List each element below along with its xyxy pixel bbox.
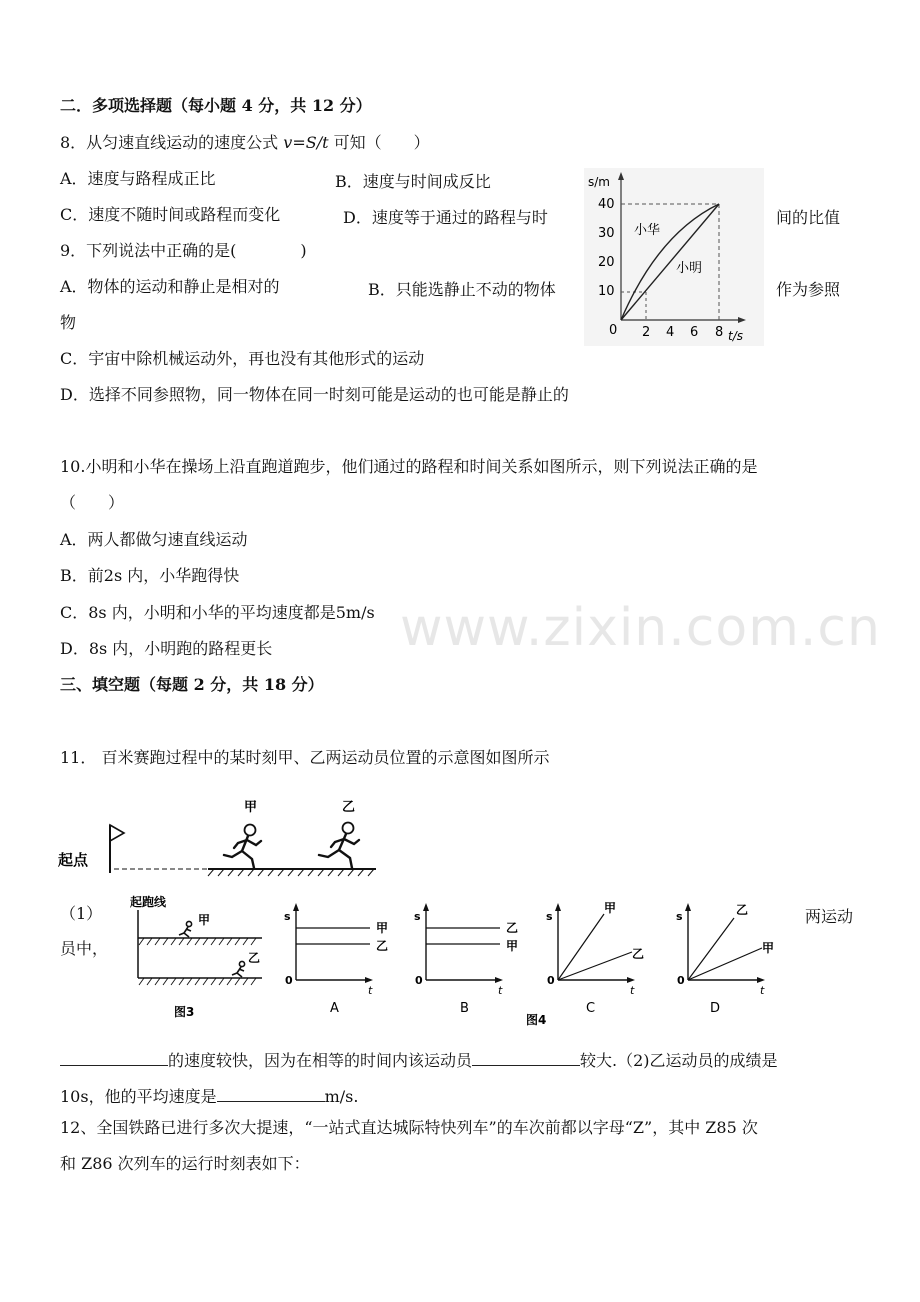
line-label: 乙 — [506, 921, 519, 935]
axis-s: s — [676, 910, 683, 923]
race-figure — [58, 795, 378, 877]
y-tick: 30 — [598, 226, 615, 241]
axis-s: s — [414, 910, 421, 923]
axis-s: s — [546, 910, 553, 923]
q10-option-a: A．两人都做匀速直线运动 — [60, 530, 248, 549]
q9-stem: 9．下列说法中正确的是( ) — [60, 241, 307, 260]
q8-option-c: C．速度不随时间或路程而变化 — [60, 205, 281, 224]
q10-paren: （ ） — [60, 493, 125, 512]
q10-option-d: D．8s 内，小明跑的路程更长 — [60, 639, 273, 658]
graph-option-d — [676, 903, 774, 1016]
x-tick: 8 — [715, 325, 724, 340]
watermark: www.zixin.com.cn — [400, 598, 881, 658]
distance-time-graph — [584, 168, 764, 346]
x-tick: 6 — [690, 325, 699, 340]
figure-4-graphs — [282, 900, 782, 1030]
q9-option-c: C．宇宙中除机械运动外，再也没有其他形式的运动 — [60, 349, 425, 368]
y-tick: 20 — [598, 255, 615, 270]
runner-jia-small-icon — [179, 921, 192, 937]
q11-stem: 11． 百米赛跑过程中的某时刻甲、乙两运动员位置的示意图如图所示 — [60, 748, 550, 767]
q9-option-b: B．只能选静止不动的物体 — [368, 280, 556, 299]
runner-yi-small-icon — [232, 961, 245, 977]
line-label: 甲 — [376, 921, 389, 935]
option-letter: A — [330, 1001, 339, 1016]
answer-blank-3[interactable] — [217, 1085, 325, 1102]
q8-option-d: D．速度等于通过的路程与时 — [343, 208, 548, 227]
q8-option-d-continued: 间的比值 — [776, 208, 841, 227]
axis-t: t — [630, 984, 635, 997]
q8-option-a: A．速度与路程成正比 — [60, 169, 216, 188]
y-tick: 10 — [598, 284, 615, 299]
start-line-label: 起跑线 — [130, 895, 167, 909]
q10-option-c: C．8s 内，小明和小华的平均速度都是5m/s — [60, 603, 375, 622]
q9-option-b-continued: 作为参照 — [776, 280, 841, 299]
q11-part1-label: （1） — [60, 904, 103, 923]
y-tick: 40 — [598, 197, 615, 212]
x-tick: 0 — [609, 323, 618, 338]
runner-yi-label: 乙 — [342, 800, 356, 815]
axis-origin: 0 — [285, 974, 293, 987]
axis-t: t — [368, 984, 373, 997]
axis-t: t — [760, 984, 765, 997]
graph-option-b — [414, 903, 518, 1016]
section2-title: 二．多项选择题（每小题 4 分，共 12 分） — [60, 96, 372, 115]
q11-part2-answer-line: 10s，他的平均速度是 m/s. — [60, 1087, 359, 1106]
axis-origin: 0 — [547, 974, 555, 987]
answer-blank-2[interactable] — [472, 1049, 580, 1066]
q11-part1-answer-line: 的速度较快，因为在相等的时间内该运动员 较大.（2)乙运动员的成绩是 — [60, 1049, 778, 1071]
axis-origin: 0 — [677, 974, 685, 987]
axis-s: s — [284, 910, 291, 923]
x-tick: 4 — [666, 325, 675, 340]
line-label: 甲 — [506, 939, 519, 953]
flag-icon — [110, 825, 124, 841]
q10-stem: 10.小明和小华在操场上沿直跑道跑步，他们通过的路程和时间关系如图所示，则下列说法正确的是 — [60, 457, 758, 476]
option-letter: B — [460, 1001, 469, 1016]
q8-stem: 8．从匀速直线运动的速度公式 v=S∕t 可知（ ） — [60, 133, 430, 152]
figure-3-lanes — [128, 890, 268, 1020]
line-label: 甲 — [762, 941, 775, 955]
line-label: 乙 — [632, 947, 645, 961]
axis-origin: 0 — [415, 974, 423, 987]
figure-3-caption: 图3 — [174, 1005, 195, 1019]
graph-option-c — [546, 901, 644, 1016]
runner-yi-icon — [319, 823, 359, 869]
line-label: 乙 — [736, 903, 749, 917]
q11-part1-text: 两运动 — [805, 907, 854, 926]
x-axis-label: t/s — [728, 329, 743, 343]
q9-option-a: A．物体的运动和静止是相对的 — [60, 277, 280, 296]
figure-4-caption: 图4 — [526, 1013, 547, 1027]
q8-option-b: B．速度与时间成反比 — [335, 172, 491, 191]
answer-blank-1[interactable] — [60, 1049, 168, 1066]
q11-part1-text-continued: 员中， — [60, 939, 109, 958]
q10-option-b: B．前2s 内，小华跑得快 — [60, 566, 240, 585]
velocity-formula: v=S∕t — [283, 133, 329, 152]
runner-jia-label: 甲 — [244, 800, 258, 815]
line-label: 甲 — [604, 901, 617, 915]
q12-line-2: 和 Z86 次列车的运行时刻表如下： — [60, 1154, 310, 1173]
q9-option-d: D．选择不同参照物，同一物体在同一时刻可能是运动的也可能是静止的 — [60, 385, 569, 404]
runner-jia-icon — [224, 825, 261, 869]
graph-option-a — [284, 903, 388, 1016]
q9-option-b-end: 物 — [60, 313, 77, 332]
lane-runner-yi: 乙 — [248, 951, 261, 965]
y-axis-label: s/m — [588, 175, 610, 189]
option-letter: D — [710, 1001, 721, 1016]
q12-line-1: 12、全国铁路已进行多次大提速，“一站式直达城际特快列车”的车次前都以字母“Z”，其中 Z85 次 — [60, 1118, 758, 1137]
x-tick: 2 — [642, 325, 651, 340]
option-letter: C — [586, 1001, 596, 1016]
series-label-xiaoming: 小明 — [676, 261, 703, 276]
axis-t: t — [498, 984, 503, 997]
section3-title: 三、填空题（每题 2 分，共 18 分） — [60, 675, 324, 694]
series-label-xiaohua: 小华 — [634, 223, 661, 238]
lane-runner-jia: 甲 — [198, 913, 211, 927]
start-label: 起点 — [58, 851, 89, 869]
line-label: 乙 — [376, 939, 389, 953]
